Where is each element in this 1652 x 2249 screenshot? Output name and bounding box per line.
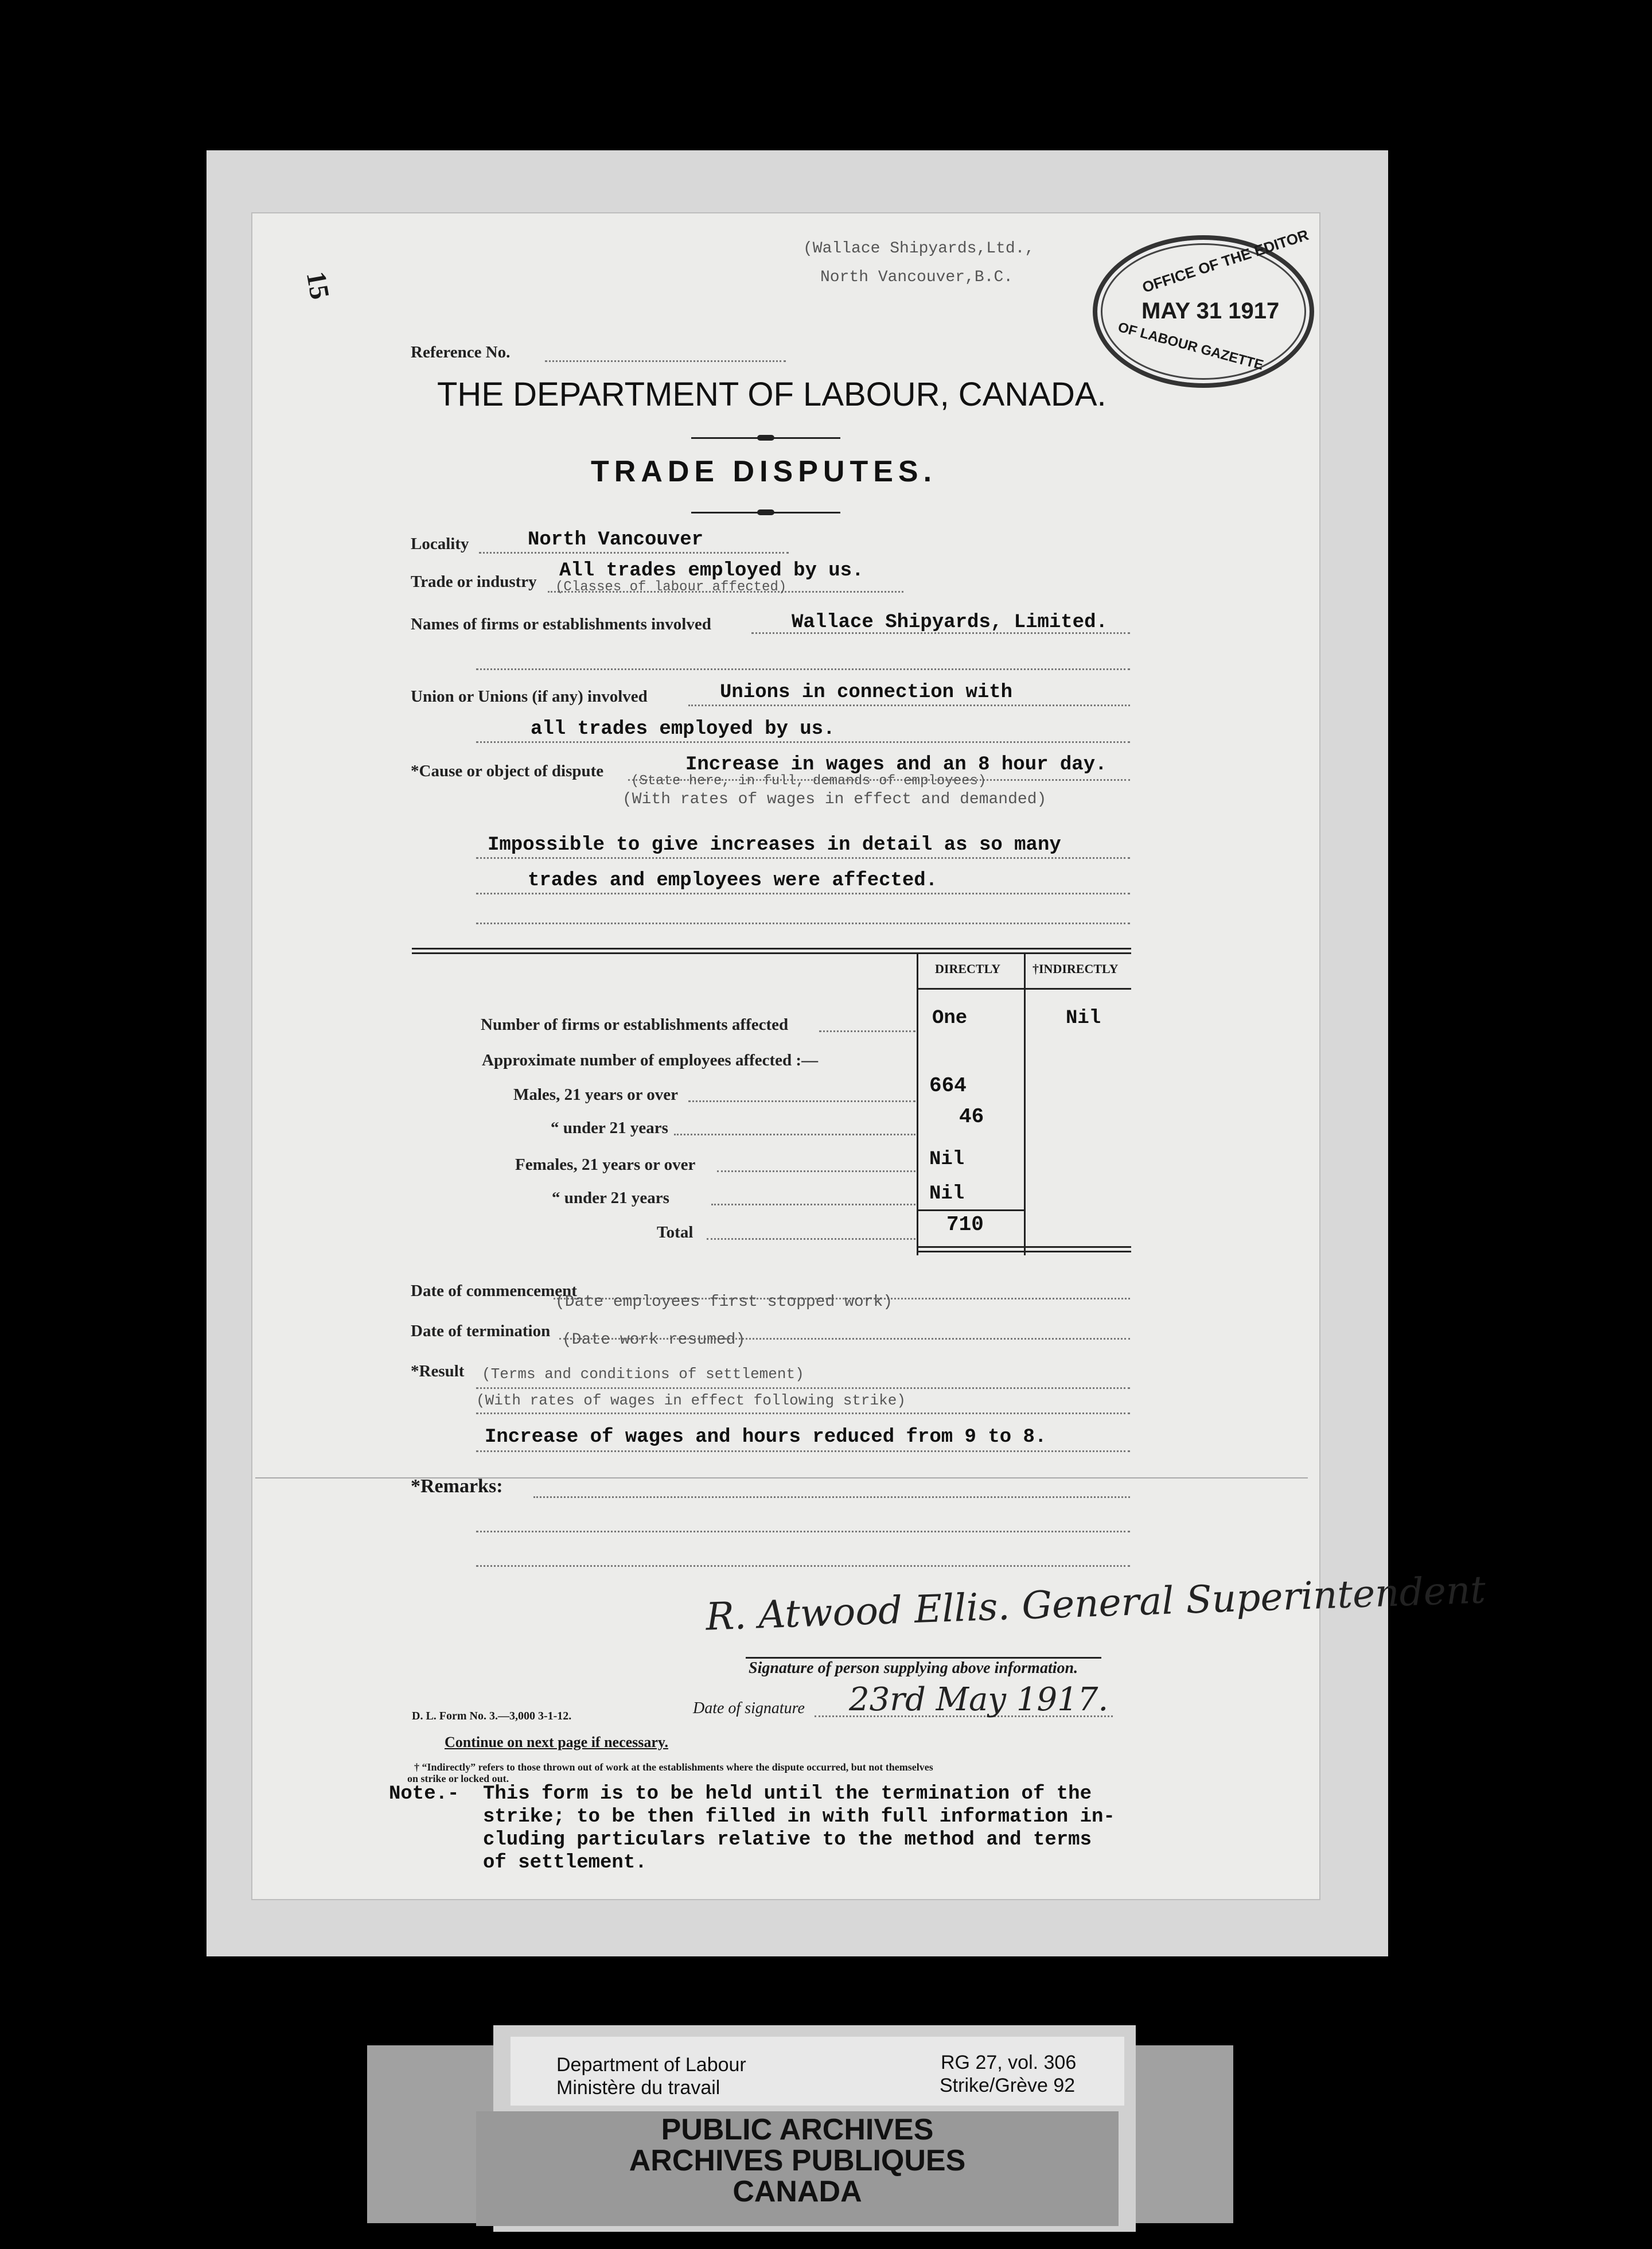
archive-canada: CANADA — [733, 2175, 862, 2208]
remarks-line — [533, 1496, 1130, 1498]
note-line-1: This form is to be held until the termination of the — [483, 1783, 1092, 1805]
table-total-rule — [917, 1209, 1024, 1211]
footnote-2: on strike or locked out. — [407, 1773, 509, 1784]
archive-ref: RG 27, vol. 306 — [941, 2052, 1077, 2073]
table-row-label: Approximate number of employees affected :— — [482, 1051, 819, 1069]
continue-note: Continue on next page if necessary. — [445, 1734, 668, 1750]
result-label: *Result — [411, 1362, 465, 1380]
trade-value: All trades employed by us. — [559, 560, 864, 582]
table-row-leader — [711, 1204, 915, 1205]
commencement-hint: (Date employees first stopped work) — [555, 1293, 893, 1311]
firms-value: Wallace Shipyards, Limited. — [792, 612, 1108, 633]
cause-detail-1: Impossible to give increases in detail as so many — [488, 834, 1061, 856]
table-row-label: Number of firms or establishments affected — [481, 1015, 789, 1034]
table-cell-directly: One — [932, 1007, 968, 1029]
result-line-2 — [476, 1413, 1130, 1414]
department-title: THE DEPARTMENT OF LABOUR, CANADA. — [437, 376, 1106, 413]
table-rule-top-2 — [412, 952, 1131, 954]
locality-value: North Vancouver — [528, 529, 704, 551]
reference-line — [545, 360, 786, 362]
stamp-top-text: OFFICE OF THE EDITOR — [1140, 225, 1311, 297]
company-line-2: North Vancouver,B.C. — [820, 269, 1014, 286]
cause-label: *Cause or object of dispute — [411, 762, 604, 780]
ornament-dot — [757, 435, 774, 441]
cause-detail-line — [476, 857, 1130, 859]
firms-label: Names of firms or establishments involved — [411, 615, 711, 633]
table-rule-top — [412, 948, 1131, 950]
note-label: Note.- — [389, 1783, 459, 1805]
remarks-label: *Remarks: — [411, 1476, 503, 1497]
table-cell-directly: 46 — [959, 1105, 984, 1129]
union-label: Union or Unions (if any) involved — [411, 687, 648, 706]
remarks-line-3 — [476, 1565, 1130, 1567]
ornament-dot — [757, 509, 774, 515]
reference-label: Reference No. — [411, 343, 511, 361]
signature-date-value: 23rd May 1917. — [849, 1681, 1109, 1718]
union-line-2 — [476, 741, 1130, 743]
archive-archives-publiques: ARCHIVES PUBLIQUES — [629, 2144, 966, 2177]
table-cell-total: 710 — [946, 1213, 984, 1236]
table-row-leader — [717, 1170, 915, 1172]
table-cell-directly: Nil — [929, 1149, 965, 1170]
trade-hint: (Classes of labour affected) — [555, 579, 787, 595]
cause-detail-line-3 — [476, 923, 1130, 924]
result-hint-1: (Terms and conditions of settlement) — [482, 1365, 804, 1383]
company-line-1: (Wallace Shipyards,Ltd., — [803, 240, 1035, 258]
union-value-2: all trades employed by us. — [531, 718, 835, 740]
table-divider-right — [1024, 952, 1026, 1255]
table-cell-indirectly: Nil — [1066, 1007, 1101, 1029]
table-row-leader — [819, 1030, 915, 1032]
table-row-leader — [674, 1134, 915, 1135]
trade-label: Trade or industry — [411, 573, 537, 591]
commencement-label: Date of commencement — [411, 1282, 577, 1300]
table-cell-directly: 664 — [929, 1074, 967, 1098]
result-line-3 — [476, 1450, 1130, 1452]
note-line-2: strike; to be then filled in with full information in- — [483, 1806, 1115, 1828]
archive-dept-en: Department of Labour — [556, 2054, 746, 2076]
termination-label: Date of termination — [411, 1322, 551, 1340]
cause-value: Increase in wages and an 8 hour day. — [685, 754, 1107, 776]
union-line — [688, 705, 1130, 706]
table-rule-bottom-2 — [917, 1251, 1131, 1252]
remarks-line-2 — [476, 1531, 1130, 1532]
table-row-label: “ under 21 years — [552, 1189, 669, 1207]
result-value: Increase of wages and hours reduced from 9 to 8. — [485, 1426, 1047, 1448]
table-cell-directly: Nil — [929, 1183, 965, 1205]
table-row-label: Females, 21 years or over — [515, 1155, 696, 1174]
table-row-label: Total — [657, 1223, 693, 1242]
locality-line — [479, 552, 789, 554]
cause-hint-2: (With rates of wages in effect and demanded) — [622, 791, 1047, 808]
termination-hint: (Date work resumed) — [562, 1331, 746, 1349]
form-number: D. L. Form No. 3.—3,000 3-1-12. — [412, 1710, 572, 1722]
union-value-1: Unions in connection with — [720, 682, 1013, 703]
cause-detail-line-2 — [476, 893, 1130, 894]
table-rule-bottom — [917, 1246, 1131, 1248]
col-directly: DIRECTLY — [935, 962, 1001, 976]
stamp-date: MAY 31 1917 — [1141, 298, 1280, 324]
table-row-label: Males, 21 years or over — [513, 1085, 678, 1104]
signature-caption: Signature of person supplying above information. — [749, 1659, 1078, 1677]
note-line-3: cluding particulars relative to the method and terms — [483, 1829, 1092, 1851]
table-row-label: “ under 21 years — [551, 1119, 668, 1137]
table-row-leader — [707, 1238, 915, 1240]
signature-date-label: Date of signature — [693, 1699, 805, 1717]
result-line — [476, 1387, 1130, 1389]
firms-line-2 — [476, 668, 1130, 670]
locality-label: Locality — [411, 535, 469, 553]
col-indirectly: †INDIRECTLY — [1032, 962, 1119, 976]
cause-hint: (State here, in full, demands of employees) — [631, 773, 987, 789]
table-header-rule — [917, 988, 1131, 990]
cause-detail-2: trades and employees were affected. — [528, 870, 938, 892]
handwritten-signature: R. Atwood Ellis. General Superintendent — [705, 1567, 1487, 1639]
archive-dept-fr: Ministère du travail — [556, 2077, 720, 2099]
table-row-leader — [688, 1100, 915, 1102]
signature-line — [746, 1657, 1101, 1659]
form-title: TRADE DISPUTES. — [591, 455, 937, 488]
footnote-1: † “Indirectly” refers to those thrown out of work at the establishments where the dispute occurred, but not themselves — [414, 1761, 933, 1773]
archive-strike: Strike/Grève 92 — [940, 2075, 1076, 2096]
result-hint-2: (With rates of wages in effect following strike) — [476, 1392, 906, 1409]
note-line-4: of settlement. — [483, 1852, 647, 1874]
archive-public-archives: PUBLIC ARCHIVES — [661, 2113, 934, 2146]
stamp-bottom-text: OF LABOUR GAZETTE — [1116, 319, 1265, 373]
page-mark: 15 — [300, 269, 336, 302]
